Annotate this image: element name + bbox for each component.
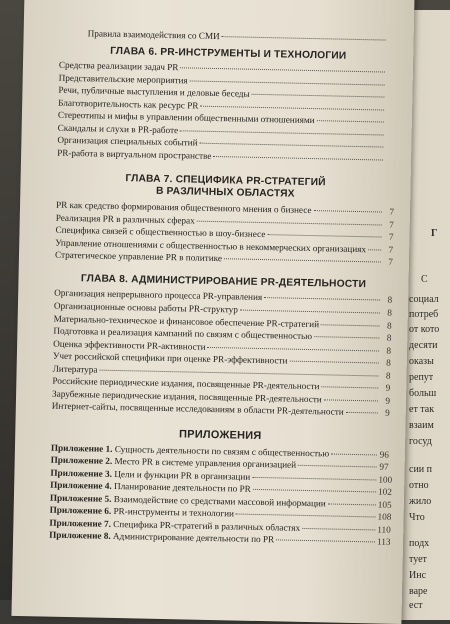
chapter-6-heading: ГЛАВА 6. PR-ИНСТРУМЕНТЫ И ТЕХНОЛОГИИ: [59, 43, 397, 64]
toc-entry-title: Организационные основы работы PR-структур: [54, 300, 238, 316]
dot-leader: [208, 346, 380, 351]
toc-entry-page: 9: [380, 407, 390, 420]
toc-entry-page: 9: [380, 394, 390, 407]
toc-entry-title: Российские периодические издания, посвященные PR-деятельности: [52, 375, 319, 393]
dot-leader: [276, 540, 375, 543]
toc-entry-page: 7: [384, 218, 394, 231]
appendix-title: Планирование деятельности по PR: [114, 481, 251, 494]
dot-leader: [298, 465, 377, 468]
left-page: [11, 0, 414, 624]
appendix-title: Специфика PR-стратегий в различных областях: [113, 519, 300, 533]
chapter-7-heading-line: В РАЗЛИЧНЫХ ОБЛАСТЯХ: [56, 184, 394, 204]
toc-entry-page: 8: [381, 357, 391, 370]
toc-entry-title: Средства реализации задач PR: [59, 59, 179, 74]
appendix-page: 97: [379, 461, 389, 474]
toc-entry-title: Организация непрерывного процесса PR-управления: [54, 287, 262, 304]
toc-entry-title: Оценка эффективности PR-активности: [53, 337, 206, 353]
dot-leader: [267, 234, 381, 237]
toc-entry-title: Благотворительность как ресурс PR: [58, 97, 198, 112]
toc-entry-title: Материально-техническое и финансовое обеспечение PR-стратегий: [54, 312, 320, 330]
dot-leader: [222, 36, 386, 40]
toc-entry-title: Речи, публичные выступления и деловые беседы: [58, 84, 250, 101]
right-page-line: варе: [409, 584, 427, 600]
toc-entry-title: Зарубежные периодические издания, посвященные PR-деятельности: [52, 387, 322, 405]
appendix-label: Приложение 7.: [49, 517, 111, 528]
right-page-line: подх: [409, 536, 429, 552]
right-page-line: отно: [409, 478, 429, 494]
table-of-contents: [49, 27, 398, 549]
dot-leader: [302, 528, 375, 531]
appendix-label: Приложение 2.: [51, 455, 113, 466]
toc-entry-page: 7: [383, 243, 393, 256]
right-page-line: ест: [409, 598, 423, 614]
dot-leader: [264, 298, 380, 301]
appendix-title: Сущность деятельности по связям с общественностью: [115, 444, 330, 458]
appendix-title: Взаимодействие со средствами массовой информации: [114, 494, 326, 508]
dot-leader: [190, 80, 385, 85]
toc-entry-page: 7: [384, 206, 394, 219]
appendix-page: 105: [378, 498, 388, 511]
right-page-line: от кото: [409, 322, 439, 338]
toc-entry-title: Стратегическое управление PR в политике: [55, 249, 222, 265]
appendix-label: Приложение 8.: [49, 530, 111, 541]
dot-leader: [253, 489, 376, 493]
dot-leader: [200, 106, 384, 111]
right-page-line: оказы: [409, 354, 434, 370]
dot-leader: [200, 143, 384, 148]
appendix-label: Приложение 5.: [50, 492, 112, 503]
toc-entry-page: 8: [382, 307, 392, 320]
toc-entry-title: Интернет-сайты, посвященные исследованиям в области PR-деятельности: [52, 400, 344, 419]
appendix-page: 110: [377, 523, 387, 536]
dot-leader: [328, 503, 376, 505]
right-page-line: больш: [409, 386, 436, 402]
dot-leader: [346, 412, 378, 414]
toc-entry-title: Представительские мероприятия: [59, 72, 188, 87]
right-page-line: Г: [431, 226, 437, 242]
dot-leader: [213, 156, 383, 161]
dot-leader: [324, 399, 378, 401]
appendix-page: 113: [377, 536, 387, 549]
dot-leader: [314, 336, 379, 338]
toc-entry-title: Управление отношениями с общественностью в некоммерческих организациях: [55, 236, 366, 255]
right-page-line: десяти: [409, 338, 438, 354]
toc-entry-page: 8: [381, 319, 391, 332]
appendix-label: Приложение 6.: [50, 505, 112, 516]
appendix-title: Место PR в системе управления организацией: [114, 456, 296, 470]
toc-entry: [88, 27, 398, 46]
toc-entry-page: 9: [380, 382, 390, 395]
toc-entry-title: Учет российской специфики при оценке PR-эффективности: [53, 350, 288, 367]
toc-entry-page: 8: [382, 294, 392, 307]
toc-entry-title: Литература: [53, 362, 98, 375]
dot-leader: [240, 310, 380, 314]
toc-entry-title: Скандалы и слухи в PR-работе: [58, 122, 179, 137]
dot-leader: [317, 121, 384, 123]
dot-leader: [331, 453, 377, 455]
toc-entry-title: Организация специальных событий: [57, 134, 197, 149]
toc-entry-page: 8: [381, 344, 391, 357]
toc-entry-page: 7: [383, 231, 393, 244]
right-page-line: ет так: [409, 402, 434, 418]
right-page-line: социал: [409, 292, 439, 308]
appendix-label: Приложение 4.: [50, 480, 112, 491]
appendix-page: 100: [378, 473, 388, 486]
right-page-line: тует: [409, 552, 427, 568]
toc-entry-title: Специфика связей с общественностью в шоу-бизнесе: [55, 224, 265, 241]
toc-entry-page: 7: [383, 256, 393, 269]
dot-leader: [236, 514, 376, 518]
dot-leader: [321, 324, 380, 326]
dot-leader: [368, 249, 381, 250]
right-page-line: репут: [409, 370, 433, 386]
dot-leader: [180, 68, 384, 73]
appendix-title: PR-инструменты и технологии: [113, 506, 234, 519]
chapter-7-heading-line: ГЛАВА 7. СПЕЦИФИКА PR-СТРАТЕГИЙ: [57, 171, 395, 191]
dot-leader: [99, 369, 378, 376]
right-page-line: С: [421, 272, 428, 288]
toc-entry-title: Стереотипы и мифы в управлении общественными отношениями: [58, 109, 315, 127]
toc-entry-title: PR-работа в виртуальном пространстве: [57, 147, 212, 163]
right-page-line: потреб: [409, 307, 438, 323]
appendix-page: 108: [377, 511, 387, 524]
toc-entry-page: 8: [380, 369, 390, 382]
appendix-label: Приложение 3.: [50, 467, 112, 478]
dot-leader: [224, 258, 381, 262]
dot-leader: [180, 130, 384, 135]
right-page-line: Инс: [409, 568, 426, 584]
appendices-heading: ПРИЛОЖЕНИЯ: [51, 424, 389, 446]
toc-entry-title: Реализация PR в различных сферах: [56, 211, 195, 226]
dot-leader: [289, 361, 378, 364]
appendix-title: Цели и функции PR в организации: [114, 469, 250, 482]
toc-entry-title: PR как средство формирования общественного мнения о бизнесе: [56, 199, 312, 217]
right-page-line: Что: [409, 510, 425, 526]
toc-entry-title: Правила взаимодействия со СМИ: [88, 27, 220, 42]
right-page-line: госуд: [409, 434, 432, 450]
appendix-page: 96: [379, 448, 389, 461]
appendix-title: Администрирование деятельности по PR: [113, 531, 274, 544]
dot-leader: [252, 476, 376, 480]
dot-leader: [314, 210, 382, 212]
toc-entry-title: Подготовка и реализация кампаний по связям с общественностью: [53, 325, 312, 343]
appendix-page: 102: [378, 486, 388, 499]
right-page-line: взаим: [409, 418, 434, 434]
toc-entry-page: 8: [381, 332, 391, 345]
dot-leader: [321, 386, 378, 388]
chapter-8-heading: ГЛАВА 8. АДМИНИСТРИРОВАНИЕ PR-ДЕЯТЕЛЬНОСТИ: [54, 271, 392, 292]
appendix-label: Приложение 1.: [51, 442, 113, 453]
dot-leader: [252, 94, 385, 98]
right-page-line: жило: [409, 494, 431, 510]
right-page-line: сии п: [409, 462, 432, 478]
dot-leader: [197, 220, 382, 225]
